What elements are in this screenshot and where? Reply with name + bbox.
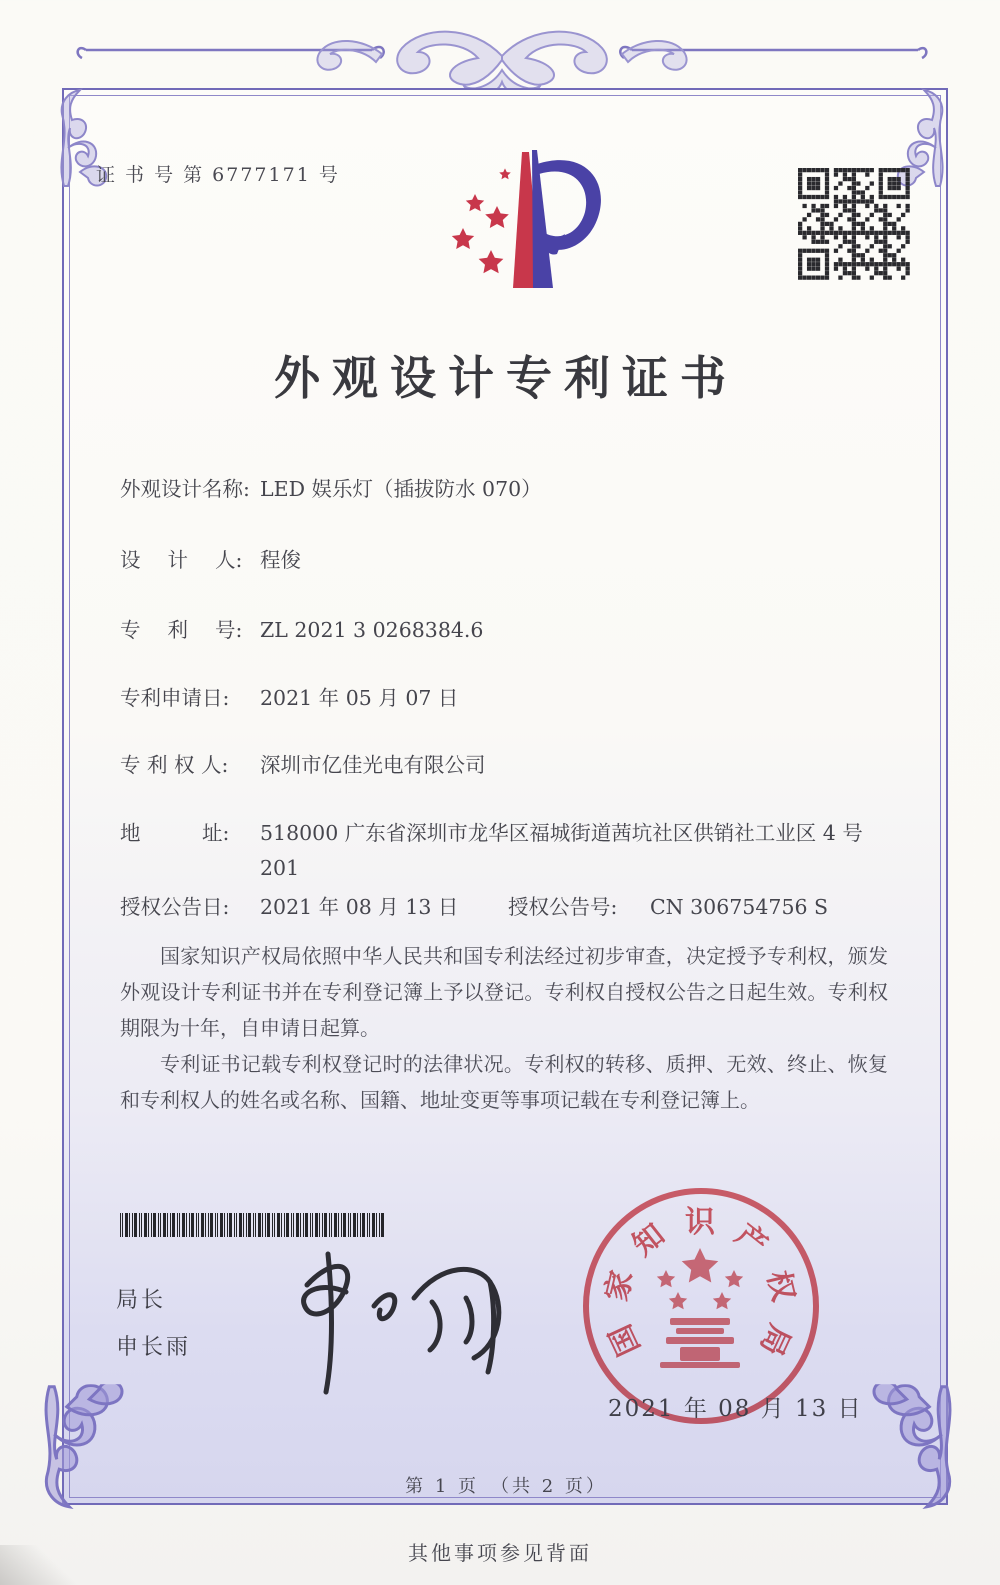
field-value: ZL 2021 3 0268384.6 [260,618,484,642]
field-design-name [120,472,890,507]
field-value: 2021 年 08 月 13 日 [260,895,459,919]
field-grant-date-number [120,890,890,925]
seal-character: 产 [728,1217,774,1264]
director-title: 局长 [116,1288,167,1313]
certificate-title: 外观设计专利证书 [274,351,738,405]
legal-paragraph-2: 专利证书记载专利权登记时的法律状况。专利权的转移、质押、无效、终止、恢复和专利权人的姓名或名称、国籍、地址变更等事项记载在专利登记簿上。 [120,1052,888,1112]
seal-character: 识 [685,1205,715,1240]
field-label: 地 址: [120,821,230,845]
qr-code [798,168,910,280]
field-label: 专利申请日: [120,686,230,710]
field-label: 授权公告日: [120,895,230,919]
seal-date: 2021 年 08 月 13 日 [608,1396,863,1422]
field-value: CN 306754756 S [650,895,829,919]
seal-character: 权 [759,1267,801,1305]
seal-character: 知 [626,1217,672,1264]
field-value: 程俊 [260,548,301,572]
field-list [120,472,890,958]
seal-character: 国 [603,1318,648,1361]
barcode [120,1213,392,1237]
seal-character: 家 [599,1267,641,1305]
legal-paragraph-1: 国家知识产权局依照中华人民共和国专利法经过初步审查，决定授予专利权，颁发外观设计专利证书并在专利登记簿上予以登记。专利权自授权公告之日起生效。专利权期限为十年，自申请日起算。 [120,944,888,1040]
certificate-number: 证 书 号 第 6777171 号 [96,164,340,186]
field-address [120,816,890,886]
director-name: 申长雨 [116,1335,192,1360]
field-value: LED 娱乐灯（插拔防水 070） [260,477,542,501]
national-emblem-icon [640,1240,760,1370]
field-patent-number [120,613,890,648]
field-filing-date [120,681,890,716]
field-value: 518000 广东省深圳市龙华区福城街道茜坑社区供销社工业区 4 号 201 [260,821,863,880]
page-number: 第 1 页 （共 2 页） [405,1476,607,1497]
director-signature [262,1240,532,1400]
back-side-note: 其他事项参见背面 [408,1541,592,1565]
seal-character: 局 [752,1318,797,1361]
field-label: 外观设计名称: [120,477,250,501]
official-seal [583,1188,817,1422]
scan-artifact [0,1545,90,1585]
field-label: 设 计 人: [120,548,243,572]
corner-flourish-bottom-left [34,1384,172,1522]
field-label: 专 利 权 人: [120,753,229,777]
field-designer [120,543,890,578]
field-patentee [120,748,890,783]
legal-text [120,938,888,1118]
field-value: 深圳市亿佳光电有限公司 [260,753,486,777]
field-value: 2021 年 05 月 07 日 [260,686,459,710]
cnipa-logo [425,138,605,318]
field-label: 专 利 号: [120,618,243,642]
field-label: 授权公告号: [508,895,618,919]
